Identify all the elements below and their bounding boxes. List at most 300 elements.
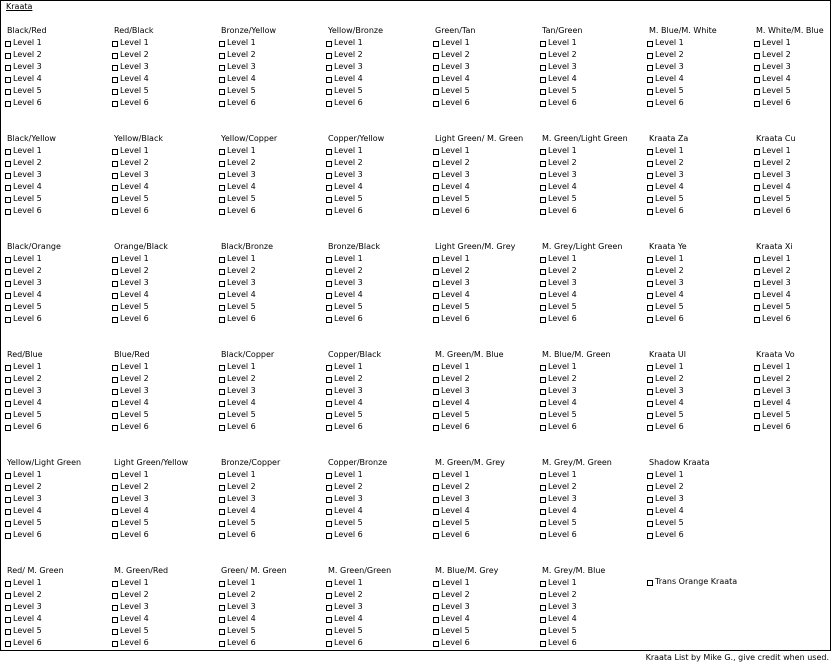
checkbox-icon[interactable]	[326, 41, 332, 47]
checkbox-icon[interactable]	[754, 53, 760, 59]
checkbox-icon[interactable]	[112, 77, 118, 83]
checkbox-icon[interactable]	[326, 65, 332, 71]
checkbox-icon[interactable]	[112, 605, 118, 611]
checkbox-icon[interactable]	[5, 377, 11, 383]
checkbox-icon[interactable]	[540, 593, 546, 599]
checkbox-icon[interactable]	[326, 53, 332, 59]
checkbox-icon[interactable]	[540, 149, 546, 155]
checkbox-icon[interactable]	[5, 77, 11, 83]
checkbox-icon[interactable]	[112, 209, 118, 215]
level-label: Level 5	[762, 86, 791, 95]
level-label: Level 4	[762, 290, 791, 299]
checkbox-icon[interactable]	[433, 629, 439, 635]
level-label: Level 5	[762, 410, 791, 419]
checkbox-icon[interactable]	[112, 365, 118, 371]
checkbox-icon[interactable]	[5, 173, 11, 179]
checkbox-icon[interactable]	[326, 149, 332, 155]
checkbox-icon[interactable]	[433, 425, 439, 431]
checkbox-icon[interactable]	[540, 257, 546, 263]
checkbox-icon[interactable]	[5, 269, 11, 275]
level-label: Level 5	[13, 626, 42, 635]
checkbox-icon[interactable]	[326, 377, 332, 383]
checkbox-icon[interactable]	[433, 485, 439, 491]
level-label: Level 6	[548, 206, 577, 215]
checkbox-icon[interactable]	[219, 605, 225, 611]
checkbox-icon[interactable]	[433, 389, 439, 395]
checkbox-icon[interactable]	[540, 77, 546, 83]
checkbox-icon[interactable]	[5, 533, 11, 539]
checkbox-icon[interactable]	[112, 89, 118, 95]
checkbox-icon[interactable]	[326, 365, 332, 371]
checkbox-icon[interactable]	[219, 281, 225, 287]
checkbox-icon[interactable]	[219, 365, 225, 371]
checkbox-icon[interactable]	[112, 521, 118, 527]
checkbox-icon[interactable]	[326, 173, 332, 179]
checkbox-icon[interactable]	[219, 593, 225, 599]
checkbox-icon[interactable]	[5, 293, 11, 299]
checkbox-icon[interactable]	[326, 629, 332, 635]
checkbox-icon[interactable]	[219, 209, 225, 215]
checkbox-icon[interactable]	[219, 629, 225, 635]
checkbox-icon[interactable]	[433, 509, 439, 515]
checkbox-icon[interactable]	[433, 173, 439, 179]
level-label: Level 3	[762, 170, 791, 179]
level-label: Level 1	[548, 362, 577, 371]
checkbox-icon[interactable]	[326, 641, 332, 647]
checkbox-icon[interactable]	[219, 89, 225, 95]
checkbox-icon[interactable]	[5, 161, 11, 167]
checkbox-icon[interactable]	[112, 101, 118, 107]
checkbox-icon[interactable]	[754, 377, 760, 383]
checkbox-icon[interactable]	[219, 101, 225, 107]
checkbox-icon[interactable]	[540, 617, 546, 623]
checkbox-icon[interactable]	[5, 425, 11, 431]
level-label: Level 1	[334, 362, 363, 371]
checkbox-icon[interactable]	[5, 209, 11, 215]
level-label: Level 3	[655, 278, 684, 287]
checkbox-icon[interactable]	[219, 65, 225, 71]
level-label: Level 6	[120, 422, 149, 431]
checkbox-icon[interactable]	[647, 209, 653, 215]
checkbox-icon[interactable]	[540, 281, 546, 287]
checkbox-icon[interactable]	[219, 197, 225, 203]
checkbox-icon[interactable]	[754, 269, 760, 275]
checkbox-icon[interactable]	[647, 365, 653, 371]
checkbox-icon[interactable]	[5, 593, 11, 599]
checkbox-icon[interactable]	[540, 425, 546, 431]
checkbox-icon[interactable]	[754, 413, 760, 419]
checkbox-icon[interactable]	[754, 257, 760, 263]
checkbox-icon[interactable]	[647, 101, 653, 107]
level-label: Level 1	[334, 578, 363, 587]
checkbox-icon[interactable]	[5, 581, 11, 587]
checkbox-icon[interactable]	[647, 53, 653, 59]
checkbox-icon[interactable]	[219, 41, 225, 47]
checkbox-icon[interactable]	[112, 617, 118, 623]
checkbox-icon[interactable]	[754, 401, 760, 407]
checkbox-icon[interactable]	[5, 197, 11, 203]
checkbox-icon[interactable]	[326, 413, 332, 419]
checkbox-icon[interactable]	[540, 629, 546, 635]
level-label: Level 1	[13, 362, 42, 371]
checkbox-icon[interactable]	[647, 173, 653, 179]
checkbox-icon[interactable]	[326, 101, 332, 107]
checkbox-icon[interactable]	[219, 257, 225, 263]
checkbox-icon[interactable]	[219, 509, 225, 515]
checkbox-icon[interactable]	[433, 365, 439, 371]
checkbox-icon[interactable]	[540, 161, 546, 167]
checkbox-icon[interactable]	[540, 533, 546, 539]
checkbox-icon[interactable]	[5, 365, 11, 371]
checkbox-icon[interactable]	[112, 509, 118, 515]
level-label: Level 3	[227, 278, 256, 287]
checkbox-icon[interactable]	[647, 509, 653, 515]
checkbox-icon[interactable]	[5, 65, 11, 71]
checkbox-icon[interactable]	[112, 173, 118, 179]
checkbox-icon[interactable]	[433, 257, 439, 263]
checkbox-icon[interactable]	[112, 197, 118, 203]
checkbox-icon[interactable]	[754, 65, 760, 71]
checkbox-icon[interactable]	[647, 533, 653, 539]
level-label: Level 2	[227, 266, 256, 275]
checkbox-icon[interactable]	[754, 173, 760, 179]
checkbox-icon[interactable]	[5, 89, 11, 95]
level-label: Level 5	[441, 86, 470, 95]
checkbox-icon[interactable]	[433, 269, 439, 275]
checkbox-icon[interactable]	[647, 305, 653, 311]
checkbox-icon[interactable]	[326, 593, 332, 599]
checkbox-icon[interactable]	[540, 89, 546, 95]
checkbox-icon[interactable]	[433, 281, 439, 287]
checkbox-icon[interactable]	[647, 185, 653, 191]
checkbox-icon[interactable]	[5, 485, 11, 491]
checkbox-icon[interactable]	[219, 641, 225, 647]
checkbox-icon[interactable]	[433, 209, 439, 215]
checkbox-icon[interactable]	[433, 89, 439, 95]
checkbox-icon[interactable]	[647, 580, 653, 586]
checkbox-icon[interactable]	[540, 185, 546, 191]
checkbox-icon[interactable]	[754, 149, 760, 155]
level-label: Level 1	[13, 578, 42, 587]
checkbox-icon[interactable]	[5, 41, 11, 47]
checkbox-icon[interactable]	[219, 269, 225, 275]
checkbox-icon[interactable]	[647, 389, 653, 395]
checkbox-icon[interactable]	[326, 509, 332, 515]
checkbox-icon[interactable]	[754, 77, 760, 83]
checkbox-icon[interactable]	[433, 197, 439, 203]
checkbox-icon[interactable]	[647, 89, 653, 95]
checkbox-icon[interactable]	[647, 425, 653, 431]
checkbox-icon[interactable]	[754, 101, 760, 107]
checkbox-icon[interactable]	[219, 317, 225, 323]
checkbox-icon[interactable]	[326, 425, 332, 431]
checkbox-icon[interactable]	[433, 305, 439, 311]
checkbox-icon[interactable]	[433, 53, 439, 59]
checkbox-icon[interactable]	[5, 629, 11, 635]
checkbox-icon[interactable]	[754, 317, 760, 323]
checkbox-icon[interactable]	[112, 629, 118, 635]
checkbox-icon[interactable]	[326, 317, 332, 323]
checkbox-icon[interactable]	[326, 77, 332, 83]
checkbox-icon[interactable]	[754, 365, 760, 371]
checkbox-icon[interactable]	[540, 197, 546, 203]
checkbox-icon[interactable]	[219, 497, 225, 503]
level-label: Level 2	[655, 266, 684, 275]
checkbox-icon[interactable]	[326, 197, 332, 203]
checkbox-icon[interactable]	[326, 401, 332, 407]
checkbox-icon[interactable]	[647, 497, 653, 503]
checkbox-icon[interactable]	[754, 41, 760, 47]
checkbox-icon[interactable]	[433, 413, 439, 419]
checkbox-icon[interactable]	[647, 65, 653, 71]
checkbox-icon[interactable]	[647, 473, 653, 479]
checkbox-icon[interactable]	[112, 65, 118, 71]
checkbox-icon[interactable]	[219, 425, 225, 431]
checkbox-icon[interactable]	[647, 281, 653, 287]
checkbox-icon[interactable]	[647, 257, 653, 263]
checkbox-icon[interactable]	[647, 41, 653, 47]
level-label: Level 3	[13, 494, 42, 503]
checkbox-icon[interactable]	[5, 149, 11, 155]
checkbox-icon[interactable]	[540, 305, 546, 311]
checkbox-icon[interactable]	[5, 317, 11, 323]
checkbox-icon[interactable]	[754, 389, 760, 395]
checkbox-icon[interactable]	[5, 521, 11, 527]
level-label: Level 5	[334, 410, 363, 419]
checkbox-icon[interactable]	[326, 281, 332, 287]
checkbox-icon[interactable]	[112, 581, 118, 587]
checkbox-icon[interactable]	[5, 389, 11, 395]
checkbox-icon[interactable]	[647, 161, 653, 167]
checkbox-icon[interactable]	[112, 149, 118, 155]
checkbox-icon[interactable]	[540, 173, 546, 179]
checkbox-icon[interactable]	[219, 53, 225, 59]
checkbox-icon[interactable]	[5, 497, 11, 503]
checkbox-icon[interactable]	[433, 41, 439, 47]
checkbox-icon[interactable]	[433, 401, 439, 407]
level-label: Level 2	[762, 266, 791, 275]
checkbox-icon[interactable]	[433, 593, 439, 599]
checkbox-icon[interactable]	[5, 641, 11, 647]
level-label: Level 6	[227, 638, 256, 647]
checkbox-icon[interactable]	[112, 377, 118, 383]
checkbox-icon[interactable]	[112, 425, 118, 431]
checkbox-icon[interactable]	[754, 197, 760, 203]
checkbox-icon[interactable]	[540, 413, 546, 419]
level-label: Level 4	[334, 614, 363, 623]
checkbox-icon[interactable]	[219, 521, 225, 527]
checkbox-icon[interactable]	[112, 473, 118, 479]
checkbox-icon[interactable]	[5, 413, 11, 419]
checkbox-icon[interactable]	[219, 305, 225, 311]
checkbox-icon[interactable]	[326, 389, 332, 395]
checkbox-icon[interactable]	[219, 185, 225, 191]
group-header: Blue/Red	[114, 350, 150, 359]
checkbox-icon[interactable]	[219, 293, 225, 299]
checkbox-icon[interactable]	[647, 521, 653, 527]
checkbox-icon[interactable]	[433, 581, 439, 587]
checkbox-icon[interactable]	[219, 149, 225, 155]
checkbox-icon[interactable]	[433, 497, 439, 503]
checkbox-icon[interactable]	[647, 413, 653, 419]
checkbox-icon[interactable]	[754, 161, 760, 167]
checkbox-icon[interactable]	[540, 581, 546, 587]
checkbox-icon[interactable]	[5, 101, 11, 107]
checkbox-icon[interactable]	[647, 293, 653, 299]
checkbox-icon[interactable]	[326, 161, 332, 167]
checkbox-icon[interactable]	[326, 305, 332, 311]
checkbox-icon[interactable]	[647, 485, 653, 491]
checkbox-icon[interactable]	[5, 185, 11, 191]
checkbox-icon[interactable]	[754, 425, 760, 431]
checkbox-icon[interactable]	[647, 317, 653, 323]
checkbox-icon[interactable]	[326, 581, 332, 587]
checkbox-icon[interactable]	[540, 317, 546, 323]
checkbox-icon[interactable]	[112, 305, 118, 311]
checkbox-icon[interactable]	[540, 485, 546, 491]
checkbox-icon[interactable]	[326, 293, 332, 299]
checkbox-icon[interactable]	[326, 257, 332, 263]
checkbox-icon[interactable]	[754, 185, 760, 191]
checkbox-icon[interactable]	[540, 365, 546, 371]
checkbox-icon[interactable]	[754, 281, 760, 287]
checkbox-icon[interactable]	[540, 497, 546, 503]
checkbox-icon[interactable]	[112, 533, 118, 539]
checkbox-icon[interactable]	[433, 65, 439, 71]
checkbox-icon[interactable]	[219, 161, 225, 167]
checkbox-icon[interactable]	[433, 521, 439, 527]
checkbox-icon[interactable]	[647, 401, 653, 407]
checkbox-icon[interactable]	[112, 401, 118, 407]
checkbox-icon[interactable]	[433, 293, 439, 299]
checkbox-icon[interactable]	[433, 317, 439, 323]
checkbox-icon[interactable]	[112, 317, 118, 323]
checkbox-icon[interactable]	[433, 533, 439, 539]
checkbox-icon[interactable]	[326, 485, 332, 491]
checkbox-icon[interactable]	[219, 377, 225, 383]
checkbox-icon[interactable]	[433, 185, 439, 191]
group-header: M. Green/Light Green	[542, 134, 628, 143]
checkbox-icon[interactable]	[5, 605, 11, 611]
checkbox-icon[interactable]	[540, 41, 546, 47]
checkbox-icon[interactable]	[5, 53, 11, 59]
checkbox-icon[interactable]	[540, 377, 546, 383]
checkbox-icon[interactable]	[433, 605, 439, 611]
checkbox-icon[interactable]	[647, 77, 653, 83]
checkbox-icon[interactable]	[112, 41, 118, 47]
checkbox-icon[interactable]	[219, 413, 225, 419]
checkbox-icon[interactable]	[112, 413, 118, 419]
checkbox-icon[interactable]	[433, 473, 439, 479]
checkbox-icon[interactable]	[112, 185, 118, 191]
checkbox-icon[interactable]	[5, 305, 11, 311]
checkbox-icon[interactable]	[112, 161, 118, 167]
checkbox-icon[interactable]	[647, 149, 653, 155]
checkbox-icon[interactable]	[647, 197, 653, 203]
checkbox-icon[interactable]	[754, 293, 760, 299]
checkbox-icon[interactable]	[540, 209, 546, 215]
checkbox-icon[interactable]	[112, 641, 118, 647]
checkbox-icon[interactable]	[754, 209, 760, 215]
checkbox-icon[interactable]	[112, 293, 118, 299]
level-label: Level 3	[334, 386, 363, 395]
checkbox-icon[interactable]	[540, 269, 546, 275]
checkbox-icon[interactable]	[5, 509, 11, 515]
checkbox-icon[interactable]	[112, 389, 118, 395]
checkbox-icon[interactable]	[219, 581, 225, 587]
checkbox-icon[interactable]	[112, 593, 118, 599]
checkbox-icon[interactable]	[433, 161, 439, 167]
checkbox-icon[interactable]	[5, 257, 11, 263]
checkbox-icon[interactable]	[219, 485, 225, 491]
checkbox-icon[interactable]	[647, 269, 653, 275]
checkbox-icon[interactable]	[754, 305, 760, 311]
checkbox-icon[interactable]	[326, 617, 332, 623]
checkbox-icon[interactable]	[433, 149, 439, 155]
level-label: Level 1	[762, 254, 791, 263]
checkbox-icon[interactable]	[112, 485, 118, 491]
checkbox-icon[interactable]	[540, 65, 546, 71]
checkbox-icon[interactable]	[326, 209, 332, 215]
checkbox-icon[interactable]	[5, 281, 11, 287]
checkbox-icon[interactable]	[540, 53, 546, 59]
checkbox-icon[interactable]	[540, 509, 546, 515]
checkbox-icon[interactable]	[112, 269, 118, 275]
checkbox-icon[interactable]	[647, 377, 653, 383]
checkbox-icon[interactable]	[5, 617, 11, 623]
checkbox-icon[interactable]	[540, 401, 546, 407]
checkbox-icon[interactable]	[433, 77, 439, 83]
checkbox-icon[interactable]	[326, 269, 332, 275]
checkbox-icon[interactable]	[219, 533, 225, 539]
checkbox-icon[interactable]	[540, 473, 546, 479]
checkbox-icon[interactable]	[219, 617, 225, 623]
checkbox-icon[interactable]	[326, 185, 332, 191]
checkbox-icon[interactable]	[219, 77, 225, 83]
checkbox-icon[interactable]	[326, 605, 332, 611]
checkbox-icon[interactable]	[326, 533, 332, 539]
checkbox-icon[interactable]	[433, 641, 439, 647]
checkbox-icon[interactable]	[433, 617, 439, 623]
checkbox-icon[interactable]	[433, 377, 439, 383]
checkbox-icon[interactable]	[326, 497, 332, 503]
checkbox-icon[interactable]	[112, 257, 118, 263]
checkbox-icon[interactable]	[754, 89, 760, 95]
checkbox-icon[interactable]	[326, 473, 332, 479]
checkbox-icon[interactable]	[540, 641, 546, 647]
checkbox-icon[interactable]	[433, 101, 439, 107]
checkbox-icon[interactable]	[112, 497, 118, 503]
checkbox-icon[interactable]	[112, 53, 118, 59]
checkbox-icon[interactable]	[540, 521, 546, 527]
checkbox-icon[interactable]	[326, 521, 332, 527]
checkbox-icon[interactable]	[219, 173, 225, 179]
checkbox-icon[interactable]	[219, 473, 225, 479]
checkbox-icon[interactable]	[540, 101, 546, 107]
checkbox-icon[interactable]	[540, 605, 546, 611]
level-label: Level 5	[334, 626, 363, 635]
checkbox-icon[interactable]	[219, 389, 225, 395]
checkbox-icon[interactable]	[326, 89, 332, 95]
checkbox-icon[interactable]	[540, 389, 546, 395]
checkbox-icon[interactable]	[112, 281, 118, 287]
level-label: Level 6	[227, 530, 256, 539]
level-label: Level 6	[334, 530, 363, 539]
checkbox-icon[interactable]	[5, 401, 11, 407]
checkbox-icon[interactable]	[5, 473, 11, 479]
checkbox-icon[interactable]	[219, 401, 225, 407]
checkbox-icon[interactable]	[540, 293, 546, 299]
